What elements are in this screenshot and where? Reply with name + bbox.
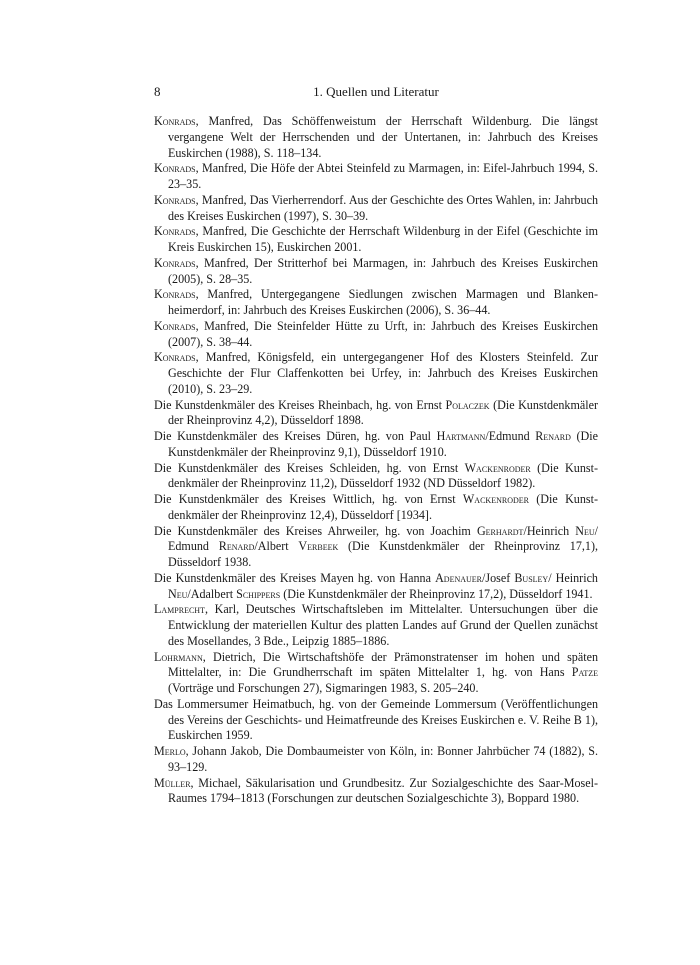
author-surname: Polaczek	[445, 397, 490, 412]
author-surname: Adenauer	[435, 570, 483, 585]
entry-text: , Dietrich, Die Wirtschaftshöfe der Prämonstratenser im hohen und späten Mittelalter, in: Die Grundherrschaft im späten Mittelalter 1, hg. von Hans	[168, 649, 598, 680]
entry-text: (Die Kunstdenkmäler der Rheinprovinz 11,2), Düsseldorf 1932 (ND Düsseldorf 1982).	[168, 460, 598, 491]
bibliography-entry	[154, 256, 598, 288]
entry-text: , Manfred, Die Geschichte der Herrschaft Wildenburg in der Eifel (Geschichte im Kreis Euskirchen 15), Euskirchen 2001.	[168, 224, 598, 254]
entry-text: Die Kunstdenkmäler des Kreises Rheinbach, hg. von Ernst	[154, 397, 446, 412]
entry-text: / Heinrich	[548, 570, 598, 585]
entry-text: , Manfred, Königsfeld, ein untergegangener Hof des Klosters Steinfeld. Zur Geschichte der Flur Claffenkotten bei Urfey, in: Jahrbuch des Kreises Euskirchen (2010), S. 23–29.	[168, 350, 598, 396]
author-surname: Konrads	[154, 350, 196, 365]
entry-text: , Manfred, Das Schöffenweistum der Herrschaft Wildenburg. Die längst vergangene Welt der Herrschenden und der Untertanen, in: Jahrbuch des Kreises Euskirchen (1988), S. 118–134.	[168, 114, 598, 160]
author-surname: Schippers	[236, 586, 281, 601]
author-surname: Müller	[154, 775, 191, 790]
entry-text: Die Kunstdenkmäler des Kreises Schleiden, hg. von Ernst	[154, 460, 465, 475]
author-surname: Renard	[535, 429, 571, 443]
entry-text: , Manfred, Der Stritterhof bei Marmagen, in: Jahrbuch des Kreises Euskirchen (2005), S. 28–35.	[168, 255, 598, 286]
author-surname: Konrads	[154, 192, 196, 207]
bibliography-entry	[154, 398, 598, 430]
entry-text: Das Lommersumer Heimatbuch, hg. von der Gemeinde Lommersum (Veröffentlichungen des Vereins der Geschichts- und Heimatfreunde des Kreises Euskirchen e. V. Reihe B 1), Euskirchen 1959.	[154, 696, 598, 743]
bibliography-entry	[154, 114, 598, 161]
bibliography-entry	[154, 193, 598, 225]
entry-text: Die Kunstdenkmäler des Kreises Wittlich, hg. von Ernst	[154, 492, 463, 506]
author-surname: Konrads	[154, 161, 196, 176]
author-surname: Verbeek	[298, 539, 339, 554]
entry-text: (Die Kunstdenkmäler der Rheinprovinz 17,1), Düsseldorf 1938.	[168, 539, 598, 569]
author-surname: Konrads	[154, 287, 196, 302]
running-head: 1. Quellen und Literatur	[313, 84, 439, 99]
entry-text: , Michael, Säkularisation und Grundbesitz. Zur Sozialgeschichte des Saar-Mosel-Raumes 1794–1813 (Forschungen zur deutschen Sozialgeschichte 3), Boppard 1980.	[168, 775, 598, 806]
entry-text: /Josef	[482, 570, 515, 585]
bibliography-entry	[154, 602, 598, 649]
page-number: 8	[154, 84, 161, 99]
page-header	[154, 84, 598, 104]
entry-text: /Adalbert	[187, 586, 237, 601]
author-surname: Konrads	[154, 114, 196, 128]
entry-text: , Manfred, Das Vierherrendorf. Aus der Geschichte des Ortes Wahlen, in: Jahrbuch des Kreises Euskirchen (1997), S. 30–39.	[168, 192, 598, 223]
entry-text: Die Kunstdenkmäler des Kreises Ahrweiler, hg. von Joachim	[154, 523, 477, 538]
author-surname: Wackenroder	[462, 492, 529, 506]
entry-text: (Vorträge und Forschungen 27), Sigmaringen 1983, S. 205–240.	[168, 681, 479, 695]
author-surname: Wackenroder	[464, 460, 531, 475]
entry-text: , Johann Jakob, Die Dombaumeister von Köln, in: Bonner Jahrbücher 74 (1882), S. 93–129.	[168, 744, 598, 774]
bibliography-entry	[154, 571, 598, 603]
entry-text: Die Kunstdenkmäler des Kreises Düren, hg. von Paul	[154, 429, 437, 443]
bibliography-entry	[154, 287, 598, 319]
document-page	[154, 84, 598, 807]
author-surname: Neu	[168, 586, 188, 601]
author-surname: Gerhardt	[476, 523, 524, 538]
bibliography-entry	[154, 319, 598, 351]
entry-text: (Die Kunstdenkmäler der Rheinprovinz 4,2), Düsseldorf 1898.	[168, 397, 599, 428]
entry-text: (Die Kunstdenkmäler der Rheinprovinz 9,1), Düsseldorf 1910.	[168, 429, 598, 459]
author-surname: Konrads	[154, 255, 196, 270]
author-surname: Busley	[514, 570, 549, 585]
entry-text: Die Kunstdenkmäler des Kreises Mayen hg. von Hanna	[154, 570, 436, 585]
author-surname: Neu	[575, 523, 595, 538]
entry-text: , Karl, Deutsches Wirtschaftsleben im Mittelalter. Untersuchungen über die Entwicklung der materiellen Kultur des platten Landes auf Grund der Quellen zunächst des Mosellandes, 3 Bde., Leipzig 1885–1886.	[168, 602, 598, 648]
author-surname: Konrads	[154, 224, 196, 239]
entry-text: , Manfred, Die Steinfelder Hütte zu Urft, in: Jahrbuch des Kreises Euskirchen (2007), S. 38–44.	[168, 318, 598, 349]
entry-text: , Manfred, Untergegangene Siedlungen zwischen Marmagen und Blankenheimerdorf, in: Jahrbuch des Kreises Euskirchen (2006), S. 36–44.	[168, 287, 598, 317]
bibliography-entry	[154, 492, 598, 524]
entry-text: (Die Kunstdenkmäler der Rheinprovinz 12,4), Düsseldorf [1934].	[168, 492, 598, 522]
author-surname: Merlo	[154, 744, 186, 758]
author-surname: Renard	[218, 539, 255, 554]
bibliography-entry	[154, 744, 598, 776]
entry-text: /Edmund	[485, 429, 536, 443]
bibliography-entry	[154, 224, 598, 256]
entry-text: /Albert	[254, 539, 299, 554]
author-surname: Patze	[571, 665, 598, 680]
bibliography-entry	[154, 350, 598, 397]
entry-text: /Heinrich	[523, 523, 576, 538]
author-surname: Lohrmann	[154, 649, 203, 664]
entry-text: , Manfred, Die Höfe der Abtei Steinfeld zu Marmagen, in: Eifel-Jahrbuch 1994, S. 23–35.	[168, 161, 598, 191]
bibliography-entry	[154, 776, 598, 808]
author-surname: Hartmann	[436, 429, 486, 443]
bibliography-entry	[154, 697, 598, 744]
entry-text: (Die Kunstdenkmäler der Rheinprovinz 17,2), Düsseldorf 1941.	[280, 586, 593, 601]
bibliography-entry	[154, 650, 598, 697]
author-surname: Konrads	[154, 318, 196, 333]
bibliography-entry	[154, 461, 598, 493]
bibliography-entry	[154, 161, 598, 193]
bibliography-entry	[154, 429, 598, 461]
bibliography-entry	[154, 524, 598, 571]
author-surname: Lamprecht	[154, 602, 205, 617]
bibliography-list	[154, 114, 598, 807]
entry-text: / Edmund	[168, 523, 598, 554]
